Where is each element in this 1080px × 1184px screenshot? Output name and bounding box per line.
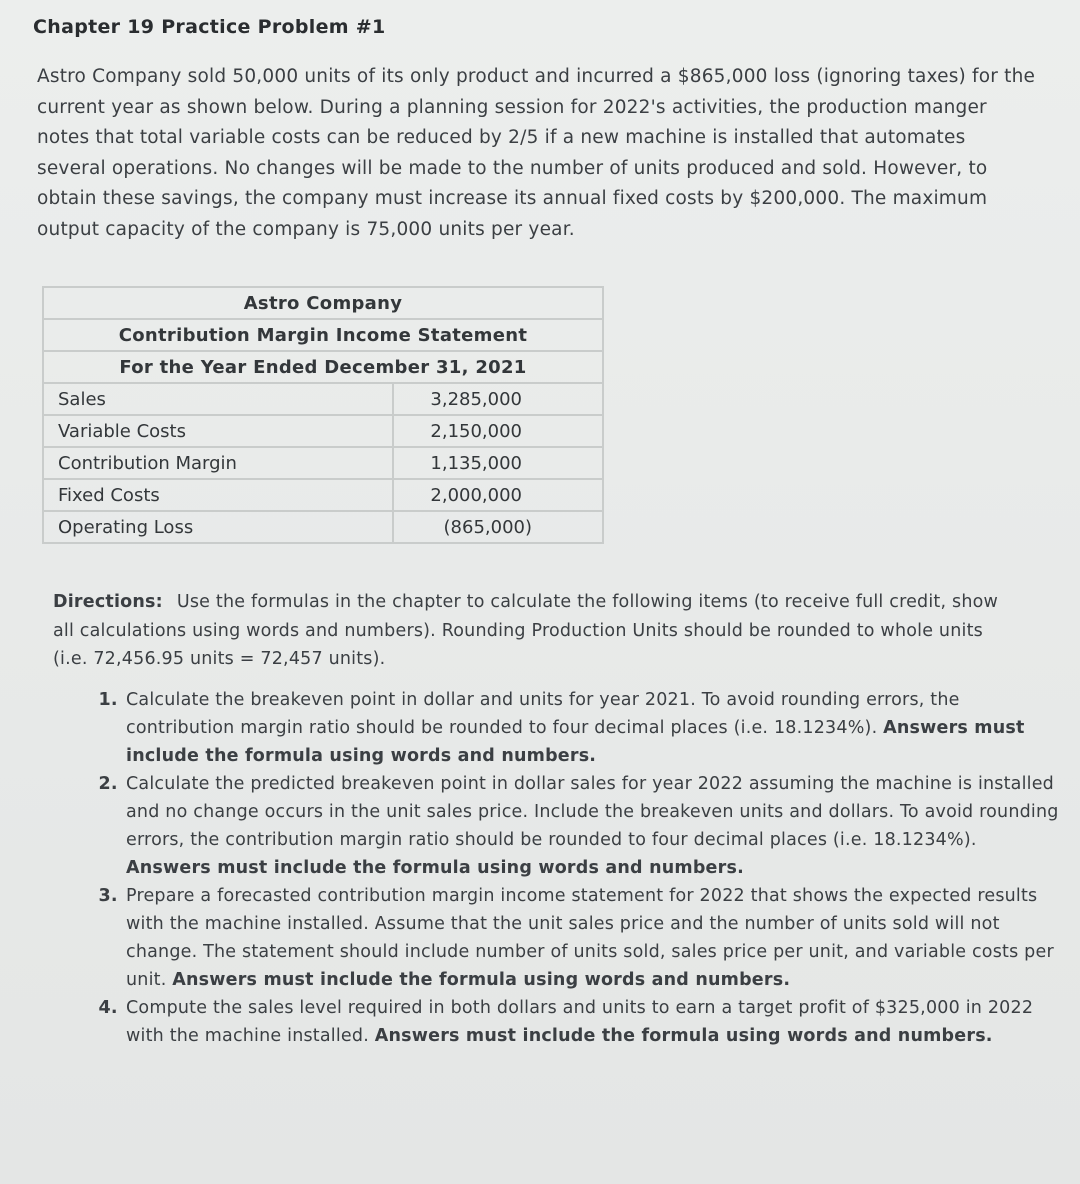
row-label: Variable Costs: [43, 415, 393, 447]
statement-name: Contribution Margin Income Statement: [43, 319, 603, 351]
question-text: Prepare a forecasted contribution margin income statement for 2022 that shows the expected results with the machine installed. Assume that the unit sales price and the number of units sold will not change. The statement should include number of units sold, sales price per unit, and variable costs per unit.: [126, 886, 1054, 990]
question-requirement: Answers must include the formula using words and numbers.: [126, 718, 1025, 766]
row-value: 2,000,000: [393, 479, 603, 511]
question-list: [88, 686, 1064, 1050]
list-item: [124, 770, 1064, 882]
row-label: Operating Loss: [43, 511, 393, 543]
table-row: [43, 415, 603, 447]
question-requirement: Answers must include the formula using words and numbers.: [172, 970, 791, 990]
question-text: Calculate the predicted breakeven point in dollar sales for year 2022 assuming the machine is installed and no change occurs in the unit sales price. Include the breakeven units and dollars. To avoid rounding errors, the contribution margin ratio should be rounded to four decimal places (i.e. 18.1234%).: [126, 774, 1059, 850]
row-label: Sales: [43, 383, 393, 415]
directions: [53, 588, 1013, 674]
question-requirement: Answers must include the formula using words and numbers.: [126, 858, 744, 878]
question-text: Calculate the breakeven point in dollar and units for year 2021. To avoid rounding errors, the contribution margin ratio should be rounded to four decimal places (i.e. 18.1234%).: [126, 690, 960, 738]
row-value: 2,150,000: [393, 415, 603, 447]
table-row: [43, 447, 603, 479]
row-value: 1,135,000: [393, 447, 603, 479]
row-value: 3,285,000: [393, 383, 603, 415]
problem-intro: Astro Company sold 50,000 units of its only product and incurred a $865,000 loss (ignoring taxes) for the current year as shown below. During a planning session for 2022's activities, the production manger notes that total variable costs can be reduced by 2/5 if a new machine is installed that automates several operations. No changes will be made to the number of units produced and sold. However, to obtain these savings, the company must increase its annual fixed costs by $200,000. The maximum output capacity of the company is 75,000 units per year.: [37, 66, 1036, 240]
directions-text: Use the formulas in the chapter to calculate the following items (to receive full credit, show all calculations using words and numbers). Rounding Production Units should be rounded to whole units (i.e. 72,456.95 units = 72,457 units).: [53, 592, 999, 669]
list-item: [124, 686, 1064, 770]
list-item: [124, 994, 1064, 1050]
list-item: [124, 882, 1064, 994]
question-requirement: Answers must include the formula using words and numbers.: [374, 1026, 993, 1046]
table-row: [43, 383, 603, 415]
page-title: Chapter 19 Practice Problem #1: [33, 16, 386, 38]
row-value: (865,000): [393, 511, 603, 543]
table-row: [43, 479, 603, 511]
statement-period: For the Year Ended December 31, 2021: [43, 351, 603, 383]
statement-header-period: [43, 351, 603, 383]
row-label: Fixed Costs: [43, 479, 393, 511]
statement-header-company: [43, 287, 603, 319]
income-statement-table: [42, 286, 604, 544]
row-label: Contribution Margin: [43, 447, 393, 479]
statement-header-name: [43, 319, 603, 351]
table-row: [43, 511, 603, 543]
directions-label: Directions:: [53, 592, 163, 612]
question-text: Compute the sales level required in both dollars and units to earn a target profit of $325,000 in 2022 with the machine installed.: [126, 998, 1034, 1046]
statement-company: Astro Company: [43, 287, 603, 319]
